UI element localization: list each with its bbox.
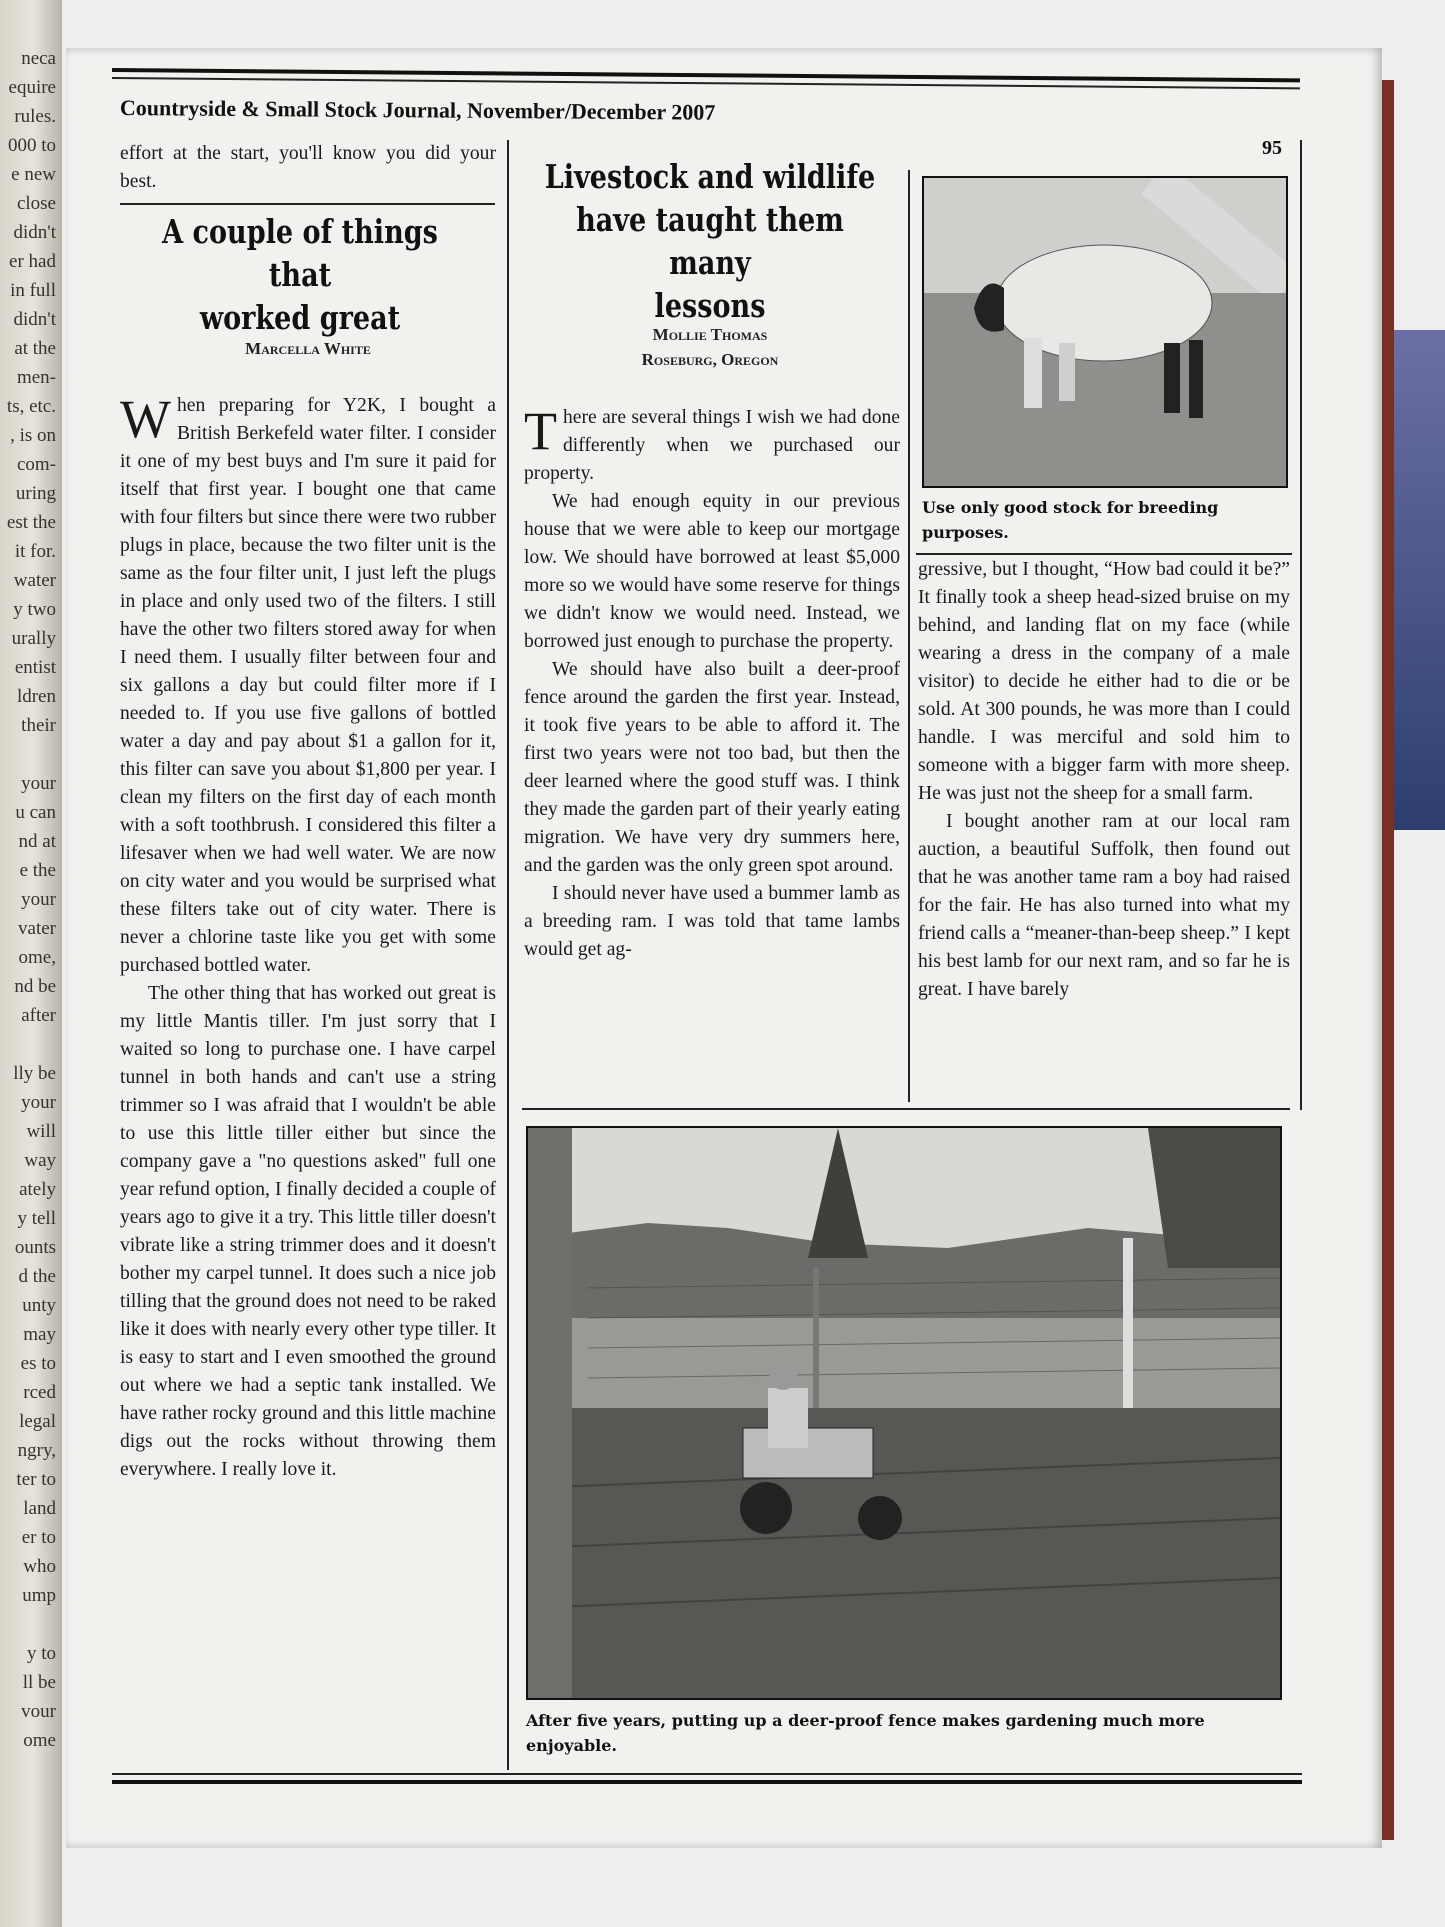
previous-page-fragment: nd be — [14, 976, 56, 997]
article1-column — [120, 140, 496, 196]
previous-page-fragment: ldren — [16, 686, 56, 707]
previous-page-fragment: ome, — [18, 947, 56, 968]
previous-page-fragment: nd at — [18, 831, 56, 852]
footer-rule-bottom — [112, 1780, 1302, 1784]
column-divider-1-lower — [507, 1130, 509, 1770]
article2-dropcap: T — [524, 401, 557, 461]
sheep-photo-caption: Use only good stock for breeding purposes. — [922, 498, 1219, 542]
previous-page-fragment: will — [26, 1121, 56, 1142]
previous-page-fragment: men- — [16, 367, 56, 388]
previous-page-fragment: may — [23, 1324, 56, 1345]
article2-byline — [520, 322, 900, 372]
page-number: 95 — [1262, 137, 1282, 159]
previous-page-fragment: neca — [21, 48, 56, 69]
previous-page-fragment: , is on — [10, 425, 56, 446]
running-header: Countryside & Small Stock Journal, November/December 2007 — [119, 95, 716, 125]
tractor-illustration — [528, 1128, 1280, 1698]
article1-headline-line1: A couple of things that — [162, 212, 438, 294]
sheep-photo — [922, 176, 1288, 488]
article2-author: Mollie Thomas — [652, 325, 768, 344]
previous-page-fragment: urally — [11, 628, 56, 649]
previous-page-fragment: y two — [13, 599, 56, 620]
article1-paragraph-1: hen preparing for Y2K, I bought a British Berkefeld water filter. I consider it one of my best buys and I'm sure it paid for itself that first year. I bought one that came with four filters but since there were two rubber plugs in place, because the two filter unit is the same as the four filter unit, I just left the plugs in place and only used two of the filters. I still have the other two filters stored away for when I need them. I usually filter between four and six gallons a day but could filter more if I needed to. If you use five gallons of bottled water a day and pay about $1 a gallon for it, this filter can save you about $1,800 per year. I clean my filters on the first day of each month with a soft toothbrush. I considered this filter a lifesaver when we had well water. We are now on city water and you would be surprised what these filters take out of city water. There is never a chlorine taste like you get with some purchased bottled water. — [120, 395, 496, 976]
previous-page-fragment: ounts — [14, 1237, 56, 1258]
lower-photo-rule — [522, 1108, 1290, 1110]
previous-page-fragment: their — [21, 715, 56, 736]
previous-page-fragment: es to — [20, 1353, 56, 1374]
column-divider-1 — [507, 140, 509, 1130]
previous-page-fragment: land — [23, 1498, 56, 1519]
previous-page-fragment: rced — [23, 1382, 56, 1403]
previous-page-fragment: ter to — [16, 1469, 56, 1490]
article-separator — [120, 203, 495, 205]
previous-page-fragment: 000 to — [7, 135, 56, 156]
photo-separator — [916, 553, 1292, 555]
previous-page-fragment: ngry, — [17, 1440, 56, 1461]
previous-page-fragment: close — [16, 193, 56, 214]
previous-page-fragment: didn't — [13, 309, 56, 330]
column-divider-2 — [908, 170, 910, 1102]
tractor-photo — [526, 1126, 1282, 1700]
previous-page-fragment: your — [21, 889, 56, 910]
previous-page-fragment: who — [23, 1556, 56, 1577]
previous-page-fragment: didn't — [13, 222, 56, 243]
magazine-edge-blue — [1394, 330, 1445, 830]
previous-page-fragment: er to — [21, 1527, 56, 1548]
previous-page-fragment: d the — [18, 1266, 56, 1287]
previous-page-fragment: after — [21, 1005, 56, 1026]
previous-page-fragment: in full — [10, 280, 56, 301]
article2-location: Roseburg, Oregon — [641, 350, 779, 369]
article2-headline — [538, 155, 882, 327]
article1-headline-line2: worked great — [199, 298, 401, 337]
previous-page-fragment: your — [21, 773, 56, 794]
article2-body — [524, 401, 900, 964]
previous-page-fragment: vater — [18, 918, 56, 939]
previous-page-fragment: e the — [19, 860, 56, 881]
column-divider-3 — [1300, 140, 1302, 1110]
previous-page-fragment: it for. — [14, 541, 56, 562]
previous-page-fragment: water — [13, 570, 56, 591]
previous-page-fragment: ome — [23, 1730, 56, 1751]
article2-column3-body — [918, 556, 1290, 1004]
previous-page-fragment: ll be — [22, 1672, 56, 1693]
previous-page-fragment: uring — [15, 483, 56, 504]
previous-page-fragment: your — [21, 1092, 56, 1113]
footer-rule-top — [112, 1773, 1302, 1775]
article1-byline: Marcella White — [245, 339, 371, 358]
article2-col3-paragraph-2: I bought another ram at our local ram auction, a beautiful Suffolk, then found out that he was another tame ram a boy had raised for the fair. He has also turned into what my friend calls a “meaner-than-beep sheep.” I kept his best lamb for our next ram, and so far he is great. I have barely — [918, 811, 1290, 1000]
previous-page-fragment: unty — [22, 1295, 56, 1316]
article2-col3-paragraph-1: gressive, but I thought, “How bad could it be?” It finally took a sheep head-sized bruise on my behind, and landing flat on my face (while wearing a dress in the company of a male visitor) to decide he either had to die or be sold. At 300 pounds, he was more than I could handle. I was merciful and sold him to someone with a bigger farm with more sheep. He was just not the sheep for a small farm. — [918, 559, 1290, 804]
article2-paragraph-2: We had enough equity in our previous house that we were able to keep our mortgage low. We should have borrowed at least $5,000 more so we would have some reserve for things we didn't know we would need. Instead, we borrowed just enough to purchase the property. — [524, 491, 900, 652]
article1-dropcap: W — [120, 389, 171, 449]
article2-headline-line2: have taught them many — [576, 200, 844, 282]
article2-paragraph-1: here are several things I wish we had done differently when we purchased our property. — [524, 407, 900, 484]
article1-body — [120, 389, 496, 1484]
previous-page-fragment: way — [24, 1150, 56, 1171]
previous-page-fragment: u can — [15, 802, 56, 823]
article1-paragraph-2: The other thing that has worked out great is my little Mantis tiller. I'm just sorry that I waited so long to purchase one. I have carpel tunnel in both hands and can't use a string trimmer so I was afraid that I wouldn't be able to use this little tiller either but since the company gave a "no questions asked" full one year refund option, I finally decided a couple of years ago to give it a try. This little tiller doesn't vibrate like a string trimmer does and it doesn't bother my carpel tunnel. It does such a nice job tilling that the ground does not need to be raked like it does with nearly every other type tiller. It is easy to start and I even smoothed the ground out where we had a septic tank installed. We have rather rocky ground and this little machine digs out the rocks without throwing them everywhere. I really love it. — [120, 983, 496, 1480]
article2-paragraph-4: I should never have used a bummer lamb as a breeding ram. I was told that tame lambs would get ag- — [524, 883, 900, 960]
article2-headline-line3: lessons — [654, 286, 766, 325]
tractor-photo-caption: After five years, putting up a deer-proof fence makes gardening much more enjoyable. — [526, 1711, 1205, 1755]
sheep-illustration — [924, 178, 1286, 486]
previous-page-fragment: vour — [21, 1701, 56, 1722]
previous-page-fragment: y tell — [17, 1208, 56, 1229]
article2-paragraph-3: We should have also built a deer-proof fence around the garden the first year. Instead, it took five years to be able to afford it. The first two years were not too bad, but then the deer learned where the good stuff was. I think they made the garden part of their yearly eating migration. We have very dry summers here, and the garden was the only green spot around. — [524, 659, 900, 876]
previous-page-fragment: legal — [19, 1411, 56, 1432]
previous-page-fragment: rules. — [14, 106, 56, 127]
previous-page-fragment: er had — [9, 251, 56, 272]
previous-page-fragment: lly be — [13, 1063, 56, 1084]
previous-page-edge — [0, 0, 62, 1927]
previous-page-fragment: ts, etc. — [6, 396, 56, 417]
previous-page-fragment: y to — [26, 1643, 56, 1664]
previous-page-fragment: at the — [14, 338, 56, 359]
previous-page-fragment: ately — [19, 1179, 56, 1200]
article1-continued-text: effort at the start, you'll know you did your best. — [120, 143, 496, 192]
previous-page-fragment: ump — [22, 1585, 56, 1606]
article1-headline — [136, 210, 464, 339]
previous-page-fragment: equire — [8, 77, 56, 98]
previous-page-fragment: e new — [11, 164, 56, 185]
previous-page-fragment: est the — [6, 512, 56, 533]
previous-page-fragment: com- — [16, 454, 56, 475]
previous-page-fragment: entist — [14, 657, 56, 678]
article2-headline-line1: Livestock and wildlife — [544, 157, 876, 196]
